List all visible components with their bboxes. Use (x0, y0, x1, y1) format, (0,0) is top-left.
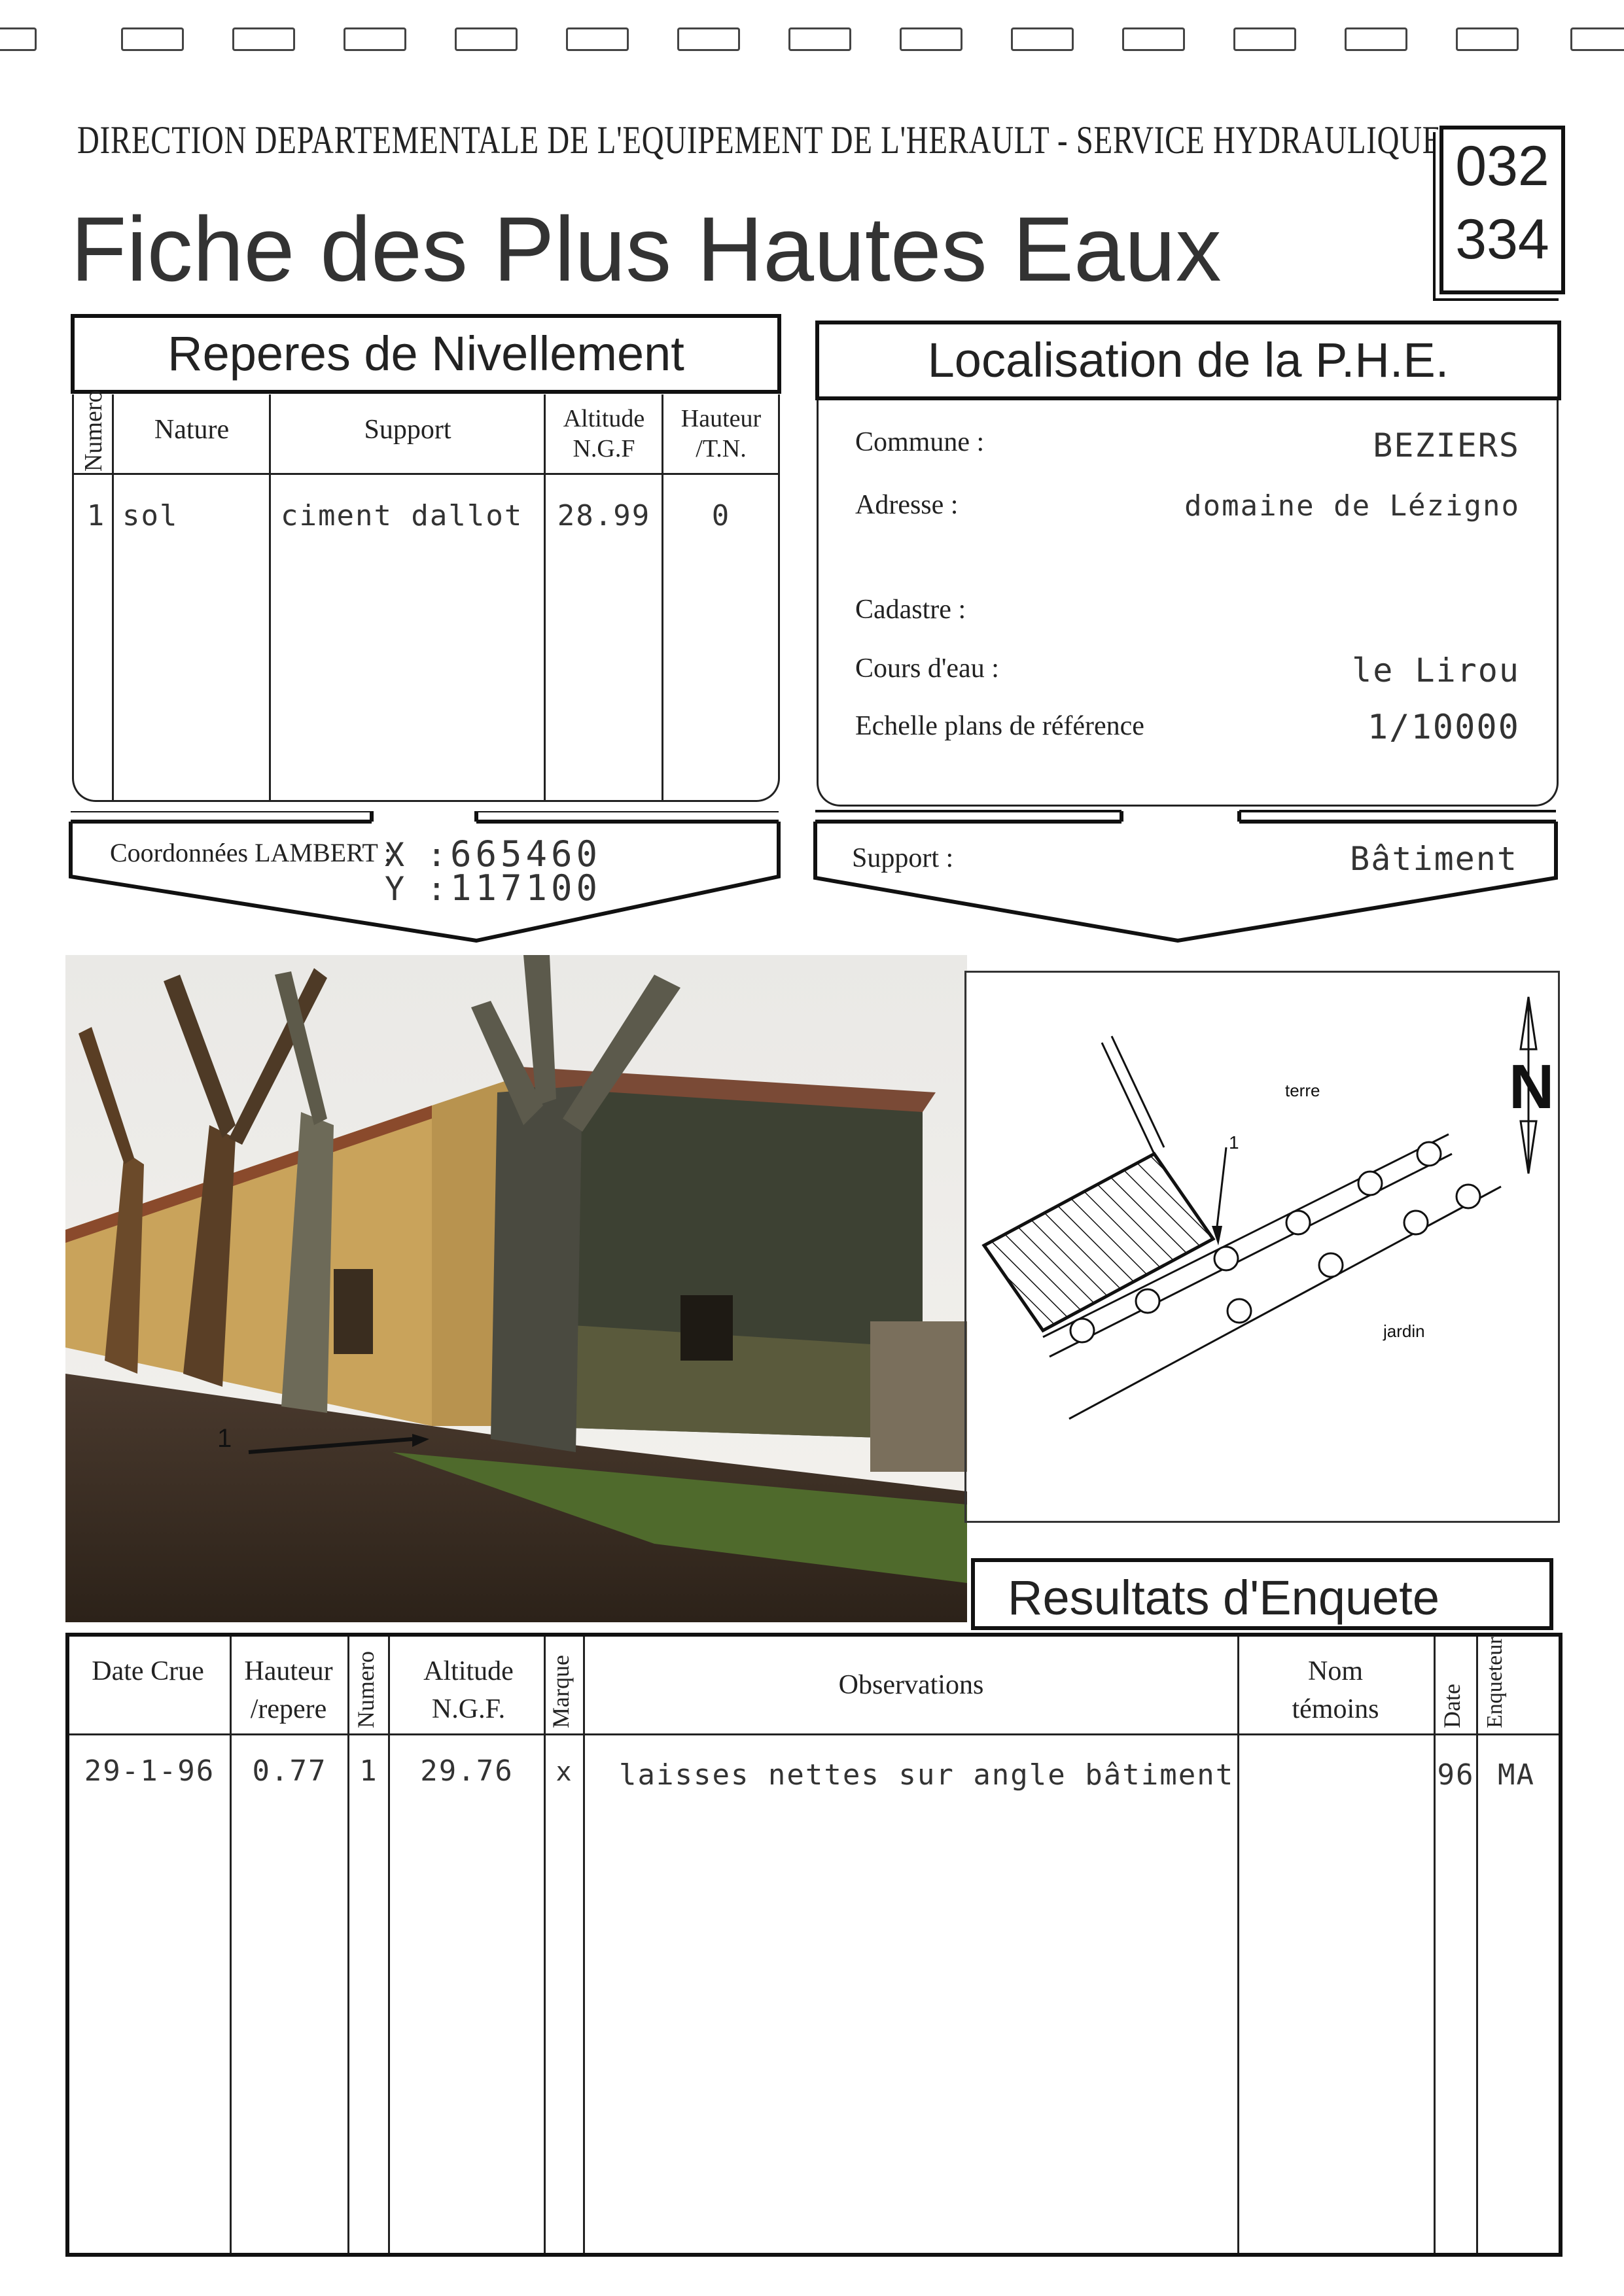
page-title: Fiche des Plus Hautes Eaux (71, 198, 1222, 300)
resultats-table (65, 1633, 1562, 2257)
binder-hole (121, 27, 184, 51)
binder-hole (1345, 27, 1407, 51)
binder-hole (1011, 27, 1074, 51)
col-date-crue: Date Crue (92, 1656, 204, 1686)
col-support: Support (364, 415, 451, 445)
binder-hole (0, 27, 37, 51)
north-icon: N (1509, 1052, 1555, 1122)
site-photo (65, 955, 967, 1622)
echelle-value: 1/10000 (1367, 708, 1520, 747)
cadastre-label: Cadastre : (855, 595, 966, 625)
reperes-panel (72, 390, 780, 802)
localisation-panel (817, 400, 1559, 807)
col-numero-res: Numero (353, 1651, 379, 1728)
y-label: Y : (385, 870, 448, 908)
commune-label: Commune : (855, 427, 985, 457)
x-value: 665460 (450, 833, 602, 875)
code-bottom: 334 (1455, 208, 1549, 271)
res-enqueteur: MA (1498, 1758, 1535, 1792)
col-numero: Numero (80, 390, 107, 472)
plan-marker: 1 (1229, 1132, 1239, 1153)
reperes-heading: Reperes de Nivellement (71, 314, 781, 394)
col-hauteur: Hauteur /T.N. (680, 405, 762, 462)
x-label: X : (385, 836, 448, 874)
resultats-heading: Resultats d'Enquete (971, 1558, 1553, 1630)
binder-hole (1233, 27, 1296, 51)
col-marque: Marque (548, 1655, 574, 1728)
repere-altitude: 28.99 (557, 499, 651, 532)
res-date-crue: 29-1-96 (84, 1754, 215, 1788)
res-marque: x (556, 1757, 573, 1787)
photo-marker: 1 (217, 1424, 232, 1453)
binder-hole (900, 27, 962, 51)
site-plan (964, 971, 1556, 1519)
binder-hole (1456, 27, 1519, 51)
fiche-code-box (1439, 126, 1565, 294)
binder-hole (344, 27, 406, 51)
res-hauteur: 0.77 (252, 1754, 327, 1788)
commune-value: BEZIERS (1373, 426, 1520, 464)
col-date: Date (1439, 1684, 1465, 1728)
plan-label-terre: terre (1285, 1081, 1320, 1100)
repere-hauteur: 0 (711, 499, 731, 532)
cours-value: le Lirou (1352, 652, 1520, 689)
adresse-label: Adresse : (855, 490, 959, 520)
repere-nature: sol (122, 499, 179, 532)
organization-header: DIRECTION DEPARTEMENTALE DE L'EQUIPEMENT DE L'HERAULT - SERVICE HYDRAULIQUE (77, 118, 1442, 162)
res-numero: 1 (359, 1754, 378, 1788)
binder-hole (1122, 27, 1185, 51)
res-observations: laisses nettes sur angle bâtiment (619, 1758, 1235, 1792)
repere-numero: 1 (86, 499, 106, 532)
binder-hole (1570, 27, 1624, 51)
cours-label: Cours d'eau : (855, 653, 999, 684)
col-altitude-res: Altitude N.G.F. (423, 1656, 514, 1724)
binder-hole (677, 27, 740, 51)
lambert-label: Coordonnées LAMBERT : (110, 838, 392, 867)
echelle-label: Echelle plans de référence (855, 711, 1144, 741)
code-top: 032 (1455, 135, 1549, 198)
col-hauteur-repere: Hauteur /repere (244, 1656, 333, 1724)
adresse-value: domaine de Lézigno (1184, 489, 1520, 523)
col-observations: Observations (838, 1670, 984, 1700)
plan-label-jardin: jardin (1383, 1321, 1425, 1341)
repere-support: ciment dallot (281, 499, 523, 532)
col-altitude: Altitude N.G.F (563, 405, 645, 462)
col-nom-temoins: Nom témoins (1292, 1656, 1379, 1724)
col-nature: Nature (154, 415, 230, 445)
binder-hole (566, 27, 629, 51)
binder-hole (232, 27, 295, 51)
support-label: Support : (852, 843, 954, 873)
binder-hole (455, 27, 518, 51)
y-value: 117100 (450, 867, 602, 909)
binder-hole (788, 27, 851, 51)
binder-holes (0, 27, 1624, 54)
res-date: 96 (1437, 1758, 1475, 1792)
support-value: Bâtiment (1350, 840, 1518, 878)
localisation-heading: Localisation de la P.H.E. (815, 321, 1561, 400)
col-enqueteur: Enqueteur (1483, 1637, 1507, 1728)
res-altitude: 29.76 (420, 1754, 514, 1788)
